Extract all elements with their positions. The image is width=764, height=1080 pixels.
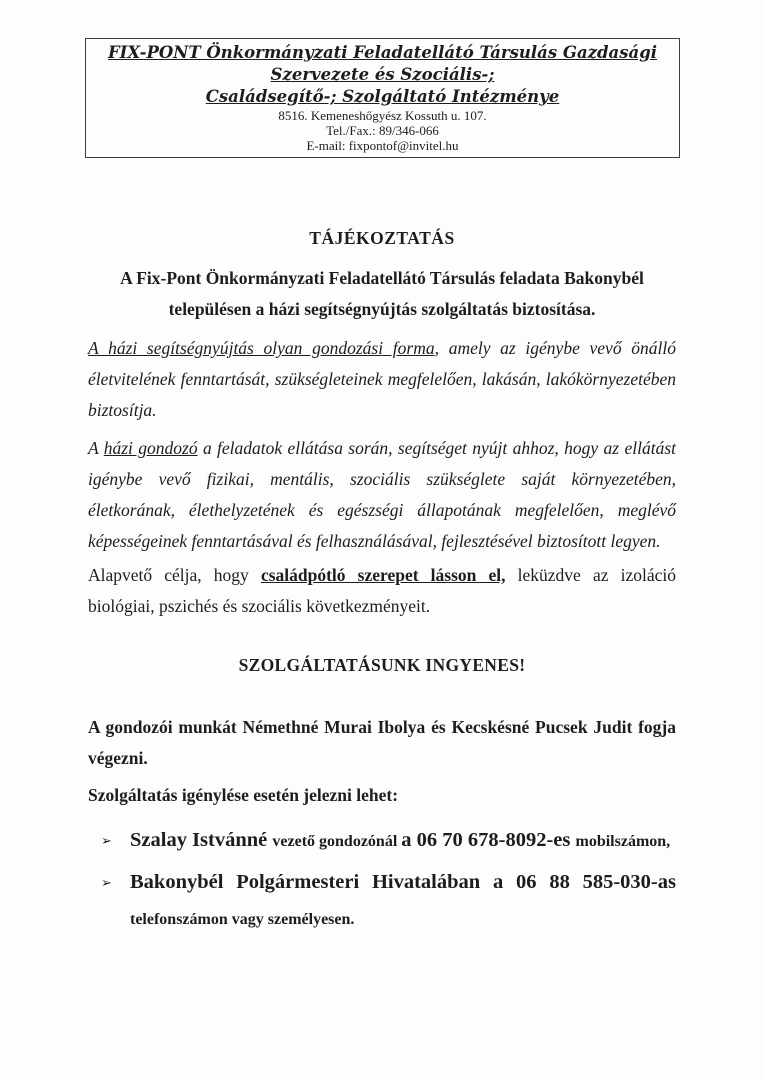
subtitle: A Fix-Pont Önkormányzati Feladatellátó Társulás feladata Bakonybél településen a házi segítségnyújtás szolgáltatás biztosítása. — [120, 268, 644, 319]
paragraph-caregiver-role — [88, 433, 676, 557]
contact-place: Bakonybél Polgármesteri Hivatalában a — [130, 871, 517, 893]
paragraph-caregivers: A gondozói munkát Némethné Murai Ibolya és Kecskésné Pucsek Judit fogja végezni. — [88, 717, 676, 768]
paragraph-text: , amely az igénybe vevő önálló életvitelének fenntartását, szükségleteinek megfelelően, lakásán, lakókörnyezetében biztosítja. — [88, 338, 676, 420]
page-title: TÁJÉKOZTATÁS — [309, 228, 455, 248]
document-body — [88, 228, 676, 938]
org-email: E-mail: fixpontof@invitel.hu — [306, 138, 459, 153]
arrow-bullet-icon: ➢ — [101, 834, 112, 849]
bold-underlined-phrase: családpótló szerepet lásson el, — [260, 565, 506, 585]
contact-phone-type: telefonszámon vagy személyesen. — [130, 911, 355, 928]
org-name-line2: Családsegítő-; Szolgáltató Intézménye — [205, 87, 560, 106]
paragraph-care-definition — [88, 333, 676, 426]
contact-intro: Szolgáltatás igénylése esetén jelezni lehet: — [88, 785, 399, 805]
contact-role: vezető gondozónál — [272, 833, 402, 850]
letterhead — [85, 38, 680, 158]
arrow-bullet-icon: ➢ — [101, 876, 112, 891]
contact-phone-number: a 06 70 678-8092-es — [401, 829, 576, 851]
paragraph-text: a feladatok ellátása során, segítséget nyújt ahhoz, hogy az ellátást igénybe vevő fizikai, mentális, szociális szükséglete saját környezetében, életkorának, élethelyzetének és egészségi állapotának megfelelően, meglévő képességeinek fenntartásával és felhasználásával, fejlesztésével biztosított legyen. — [88, 438, 676, 551]
paragraph-text: leküzdve az izoláció biológiai, pszichés és szociális következményeit. — [88, 565, 676, 616]
org-phone: Tel./Fax.: 89/346-066 — [326, 123, 439, 138]
contact-list — [88, 822, 676, 938]
contact-phone-type: mobilszámon, — [575, 833, 671, 850]
contact-item-office — [101, 864, 676, 938]
contact-name: Szalay Istvánné — [130, 829, 273, 851]
paragraph-lead: Alapvető célja, hogy — [88, 565, 261, 585]
org-name-line1: FIX-PONT Önkormányzati Feladatellátó Társulás Gazdasági Szervezete és Szociális-; — [107, 43, 658, 84]
underlined-phrase: házi gondozó — [103, 438, 198, 458]
free-service-banner: SZOLGÁLTATÁSUNK INGYENES! — [238, 655, 526, 675]
paragraph-lead: A — [88, 438, 104, 458]
paragraph-goal — [88, 560, 676, 622]
org-address: 8516. Kemeneshőgyész Kossuth u. 107. — [278, 108, 487, 123]
contact-item-mobile — [101, 822, 676, 860]
underlined-phrase: A házi segítségnyújtás olyan gondozási forma — [88, 338, 435, 358]
contact-phone-number: 06 88 585-030-as — [516, 871, 676, 893]
